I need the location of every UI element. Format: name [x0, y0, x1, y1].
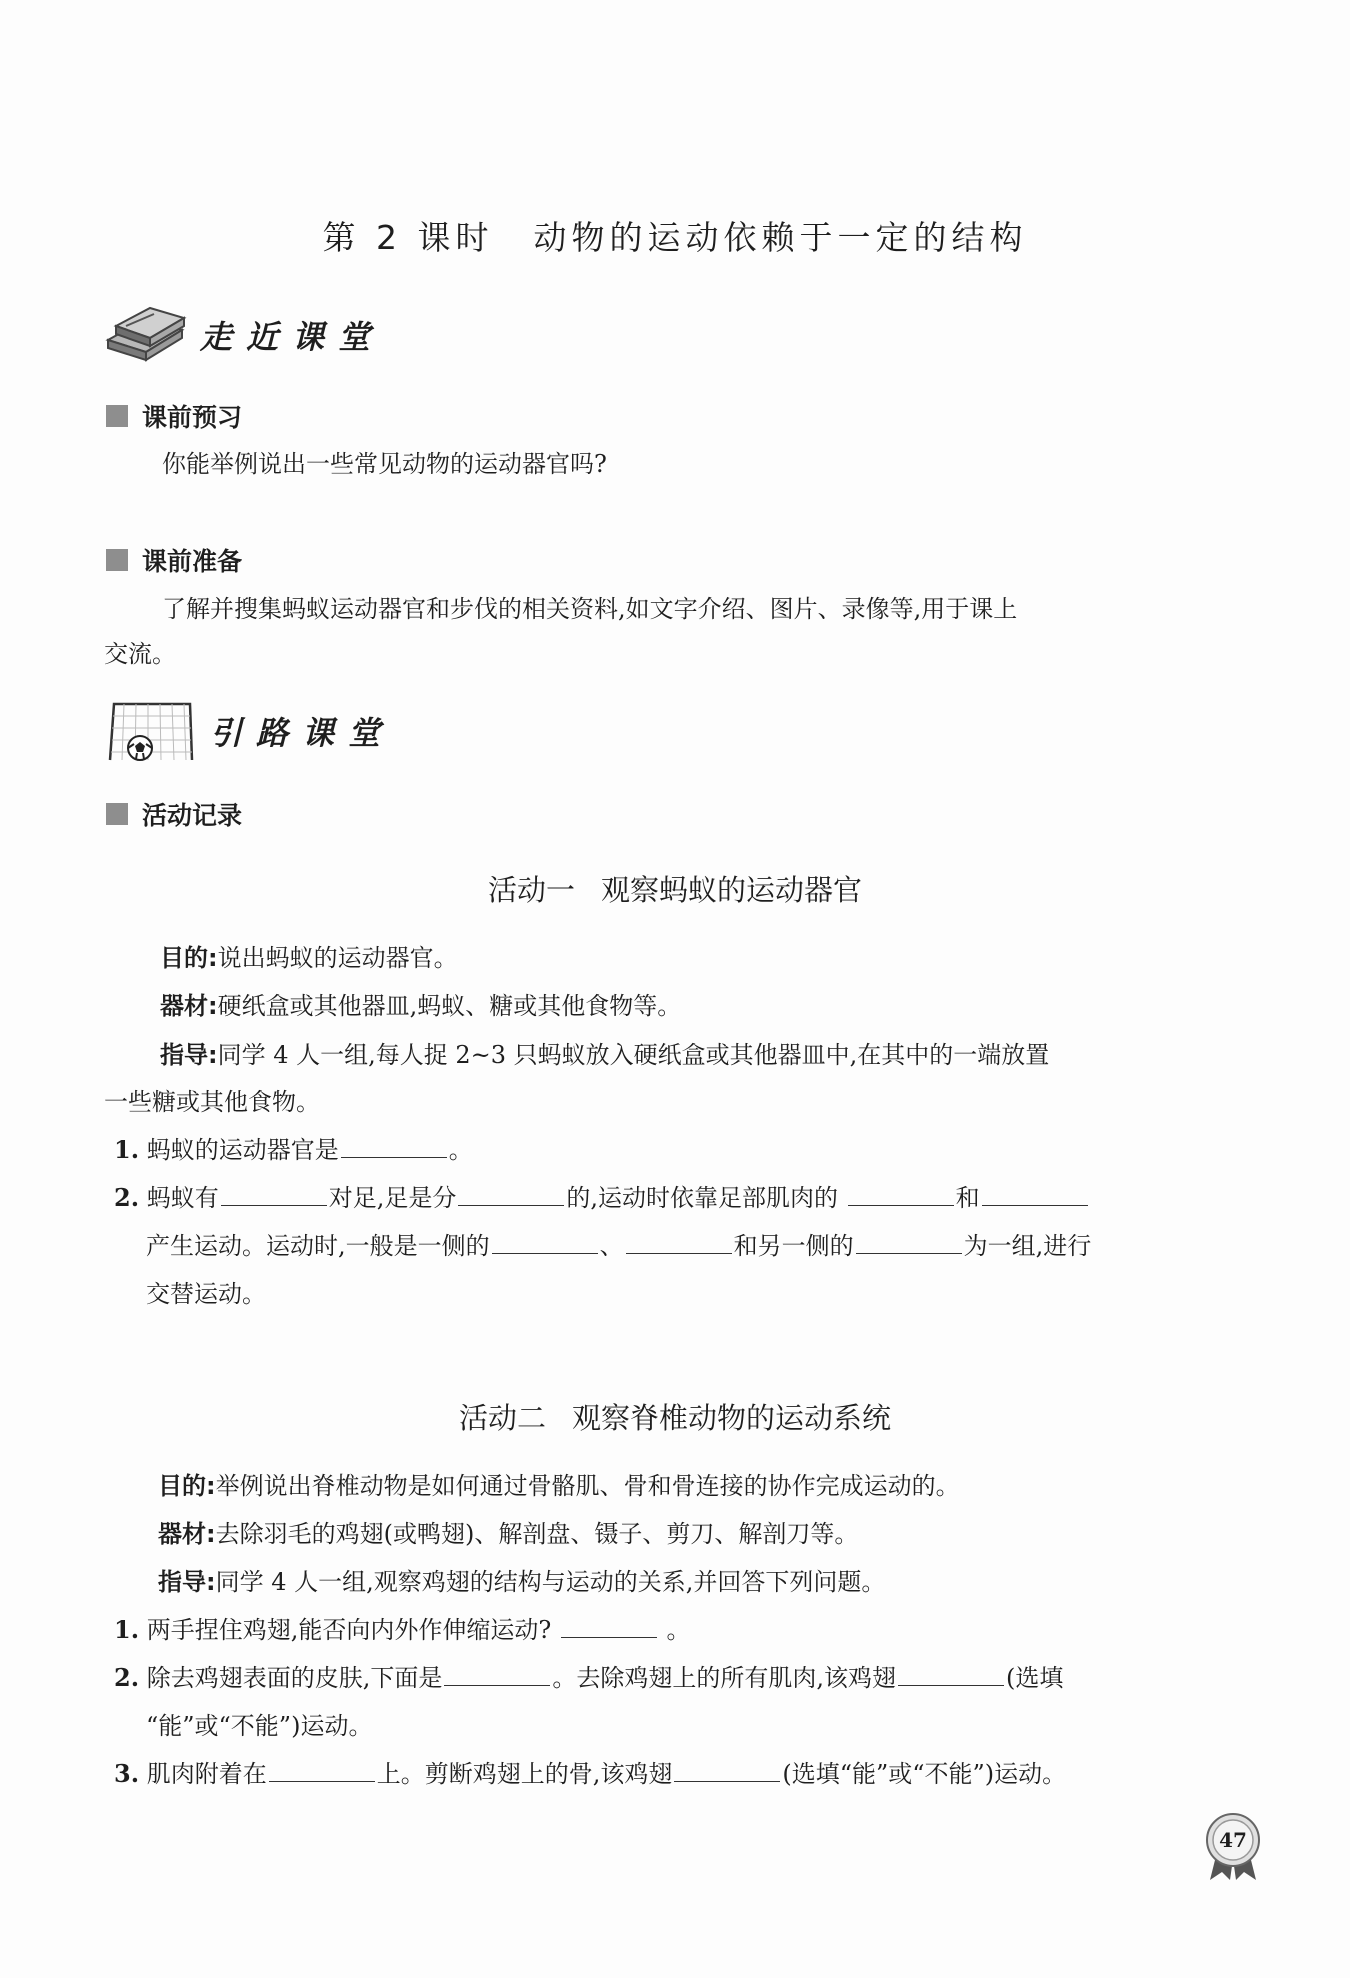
- activity2-materials: [158, 1510, 858, 1558]
- question-text: 和: [955, 1184, 980, 1212]
- activity1-materials: [160, 982, 681, 1030]
- activity2-question-3: [114, 1750, 1066, 1798]
- preview-heading: [106, 398, 242, 434]
- activity2-question-2-line-2: “能”或“不能”)运动。: [146, 1712, 373, 1740]
- page-number: 47: [1219, 1828, 1247, 1852]
- question-number: 3.: [114, 1759, 140, 1788]
- activity1-number: 活动一: [487, 873, 575, 907]
- preview-question: 你能举例说出一些常见动物的运动器官吗?: [162, 450, 607, 478]
- activity2-question-2-line-1: [114, 1654, 1063, 1702]
- activity2-guide: [158, 1558, 885, 1606]
- lesson-title: [0, 212, 1350, 259]
- question-text: 蚂蚁有: [146, 1184, 219, 1212]
- question-number: 1.: [114, 1615, 140, 1644]
- activity1-guide-line-1: [160, 1031, 1049, 1079]
- banner-approach-class-label: 走近课堂: [200, 318, 385, 356]
- question-text: 两手捏住鸡翅,能否向内外作伸缩运动?: [146, 1616, 552, 1644]
- materials-label: 器材:: [158, 1520, 216, 1548]
- banner-approach-class: [104, 300, 384, 370]
- preview-heading-label: 课前预习: [142, 403, 243, 432]
- question-text: 。去除鸡翅上的所有肌肉,该鸡翅: [552, 1664, 896, 1692]
- prepare-heading: [106, 542, 242, 578]
- question-text: 的,运动时依靠足部肌肉的: [566, 1184, 838, 1212]
- page-number-badge: [1204, 1812, 1262, 1870]
- square-bullet-icon: [106, 549, 128, 571]
- soccer-goal-icon: [104, 698, 196, 764]
- activity1-title: [0, 868, 1350, 909]
- question-text: 和另一侧的: [733, 1232, 854, 1260]
- banner-guided-class: [104, 698, 394, 764]
- activity1-question-2-line-3: 交替运动。: [146, 1280, 266, 1308]
- materials-label: 器材:: [160, 992, 218, 1020]
- square-bullet-icon: [106, 803, 128, 825]
- question-text: 产生运动。运动时,一般是一侧的: [146, 1232, 490, 1260]
- question-text: 为一组,进行: [963, 1232, 1092, 1260]
- materials-text: 去除羽毛的鸡翅(或鸭翅)、解剖盘、镊子、剪刀、解剖刀等。: [215, 1520, 859, 1548]
- prepare-line-1: 了解并搜集蚂蚁运动器官和步伐的相关资料,如文字介绍、图片、录像等,用于课上: [162, 595, 1018, 623]
- answer-blank[interactable]: [856, 1229, 962, 1254]
- activity2-goal: [158, 1462, 960, 1510]
- activity1-goal: [160, 934, 458, 982]
- question-number: 2.: [114, 1663, 140, 1692]
- answer-blank[interactable]: [269, 1757, 375, 1782]
- question-text: 肌肉附着在: [146, 1760, 267, 1788]
- guide-label: 指导:: [160, 1041, 218, 1069]
- banner-guided-class-label: 引路课堂: [210, 714, 395, 752]
- activity1-name: 观察蚂蚁的运动器官: [601, 873, 863, 907]
- activity1-question-2-line-1: [114, 1174, 1090, 1222]
- answer-blank[interactable]: [444, 1661, 550, 1686]
- question-text: 除去鸡翅表面的皮肤,下面是: [146, 1664, 443, 1692]
- question-text: (选填: [1005, 1664, 1064, 1692]
- answer-blank[interactable]: [982, 1181, 1088, 1206]
- activity2-question-1: [114, 1606, 690, 1654]
- activity2-title: [0, 1396, 1350, 1437]
- record-heading-label: 活动记录: [142, 801, 243, 830]
- activity1-question-1: [114, 1126, 473, 1174]
- question-text: 、: [599, 1232, 624, 1260]
- goal-label: 目的:: [158, 1472, 216, 1500]
- guide-text: 同学 4 人一组,每人捉 2~3 只蚂蚁放入硬纸盒或其他器皿中,在其中的一端放置: [217, 1041, 1050, 1069]
- lesson-number: 第 2 课时: [322, 218, 494, 257]
- answer-blank[interactable]: [561, 1613, 657, 1638]
- answer-blank[interactable]: [341, 1133, 447, 1158]
- guide-text: 同学 4 人一组,观察鸡翅的结构与运动的关系,并回答下列问题。: [215, 1568, 886, 1596]
- answer-blank[interactable]: [221, 1181, 327, 1206]
- prepare-heading-label: 课前准备: [142, 547, 243, 576]
- answer-blank[interactable]: [626, 1229, 732, 1254]
- books-icon: [104, 300, 190, 370]
- question-text: 。: [448, 1136, 473, 1164]
- goal-text: 说出蚂蚁的运动器官。: [217, 944, 458, 972]
- activity1-guide-line-2: 一些糖或其他食物。: [104, 1088, 320, 1116]
- square-bullet-icon: [106, 405, 128, 427]
- answer-blank[interactable]: [674, 1757, 780, 1782]
- question-text: 蚂蚁的运动器官是: [146, 1136, 339, 1164]
- goal-label: 目的:: [160, 944, 218, 972]
- activity1-question-2-line-2: [146, 1222, 1091, 1270]
- answer-blank[interactable]: [898, 1661, 1004, 1686]
- prepare-line-2: 交流。: [104, 640, 176, 668]
- guide-label: 指导:: [158, 1568, 216, 1596]
- activity2-name: 观察脊椎动物的运动系统: [572, 1401, 892, 1435]
- question-number: 2.: [114, 1183, 140, 1212]
- materials-text: 硬纸盒或其他器皿,蚂蚁、糖或其他食物等。: [217, 992, 682, 1020]
- question-text: 对足,足是分: [328, 1184, 457, 1212]
- record-heading: [106, 796, 242, 832]
- lesson-topic: 动物的运动依赖于一定的结构: [533, 218, 1028, 257]
- answer-blank[interactable]: [458, 1181, 564, 1206]
- question-text: (选填“能”或“不能”)运动。: [782, 1760, 1067, 1788]
- question-text: 上。剪断鸡翅上的骨,该鸡翅: [376, 1760, 673, 1788]
- question-text: 。: [666, 1616, 691, 1644]
- goal-text: 举例说出脊椎动物是如何通过骨骼肌、骨和骨连接的协作完成运动的。: [215, 1472, 960, 1500]
- answer-blank[interactable]: [492, 1229, 598, 1254]
- question-number: 1.: [114, 1135, 140, 1164]
- answer-blank[interactable]: [848, 1181, 954, 1206]
- activity2-number: 活动二: [458, 1401, 546, 1435]
